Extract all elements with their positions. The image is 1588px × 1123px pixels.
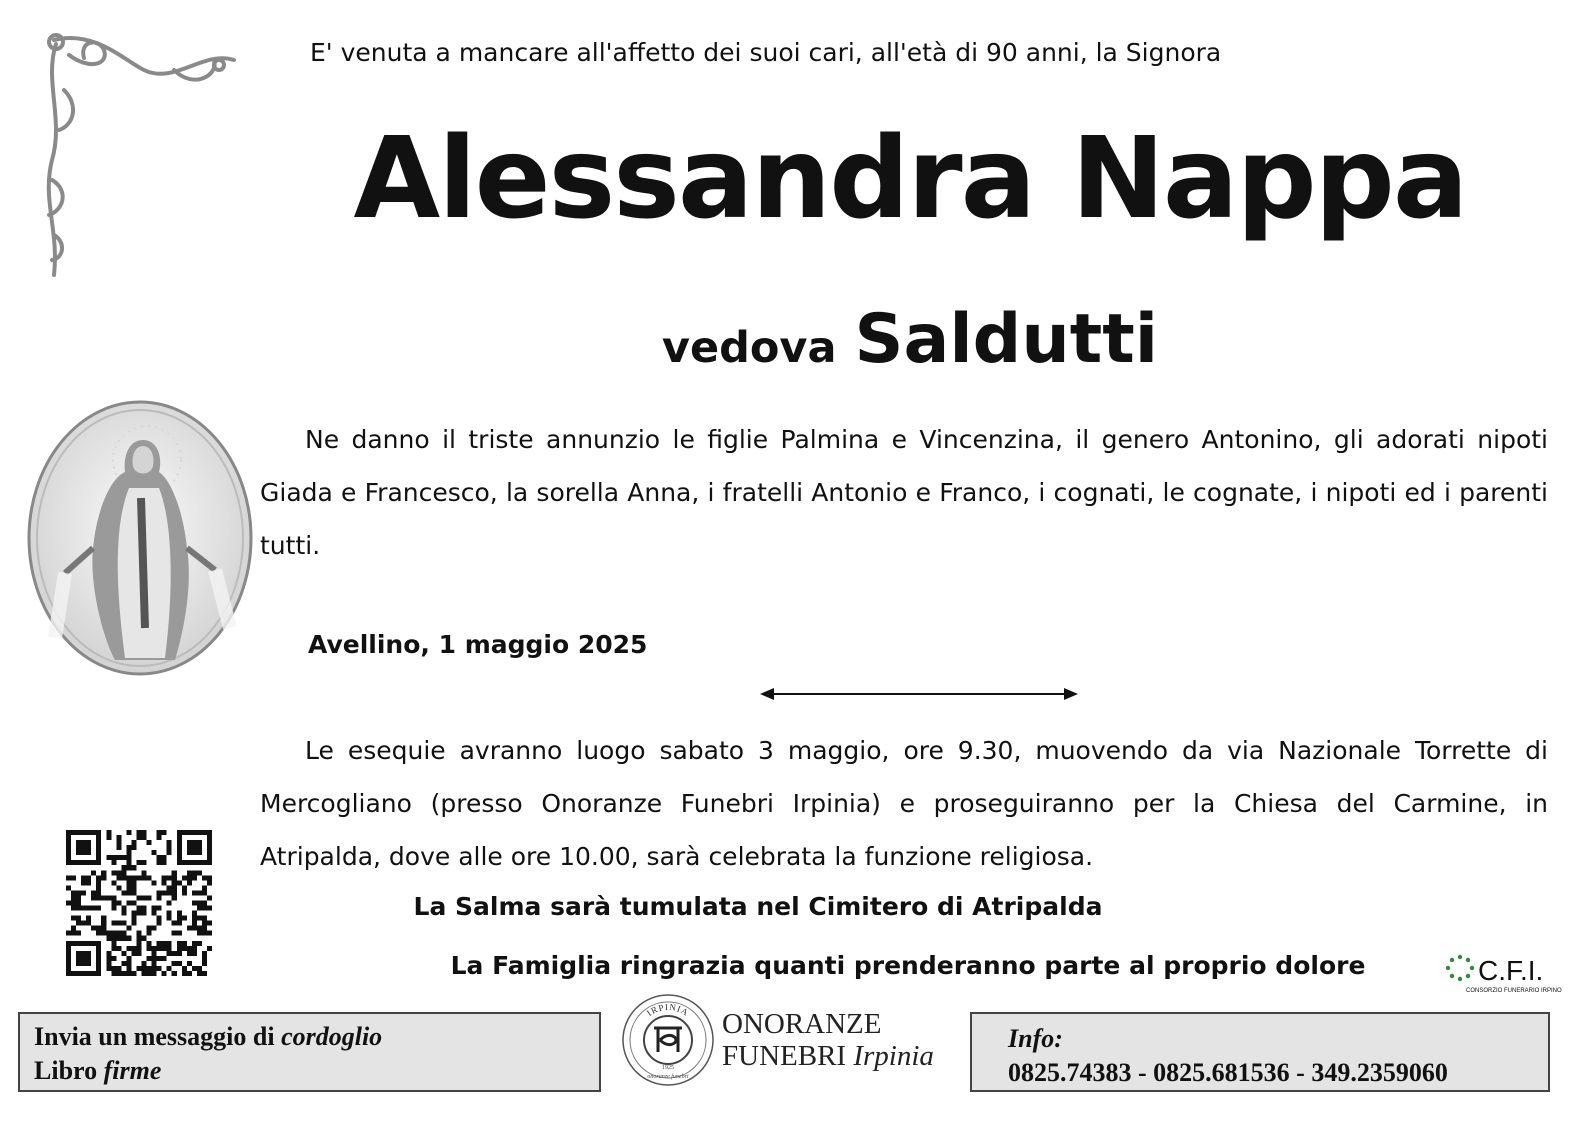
qr-code-icon[interactable] <box>66 830 212 976</box>
funeral-home-line2: FUNEBRI Irpinia <box>722 1040 934 1072</box>
condolence-box[interactable] <box>18 1012 601 1092</box>
funeral-home-seal-icon <box>620 992 716 1088</box>
madonna-icon <box>25 398 255 678</box>
seal-bottom-text: onoranze funebri <box>647 1074 689 1080</box>
seal-year: 1925 <box>662 1065 674 1071</box>
info-label: Info: <box>1008 1024 1063 1053</box>
family-thanks: La Famiglia ringrazia quanti prenderanno parte al proprio dolore <box>450 951 1366 980</box>
info-box <box>970 1012 1550 1092</box>
deceased-name: Alessandra Nappa <box>353 114 1467 244</box>
phone-numbers[interactable]: 0825.74383 - 0825.681536 - 349.2359060 <box>1008 1058 1448 1087</box>
burial-notice: La Salma sarà tumulata nel Cimitero di Atripalda <box>413 892 1103 921</box>
cfi-logo-subtext: CONSORZIO FUNERARIO IRPINO <box>1466 988 1562 994</box>
funeral-home-line1: ONORANZE <box>722 1008 882 1040</box>
cfi-logo-text: C.F.I. <box>1478 955 1544 986</box>
funeral-paragraph: Le esequie avranno luogo sabato 3 maggio, ore 9.30, muovendo da via Nazionale Torrette di Mercogliano (presso Onoranze Funebri Irpinia) e proseguiranno per la Chiesa del Carmine, in Atripalda, dove alle ore 10.00, sarà celebrata la funzione religiosa. <box>260 736 1548 871</box>
married-surname: Saldutti <box>854 300 1159 379</box>
subname-prefix: vedova <box>661 323 837 373</box>
double-arrow-icon <box>760 684 1078 704</box>
cfi-logo <box>1440 950 1570 998</box>
guestbook-link[interactable]: Libro firme <box>34 1056 162 1085</box>
seal-top-text: IRPINIA <box>644 1001 691 1019</box>
condolence-link[interactable]: Invia un messaggio di cordoglio <box>34 1022 383 1051</box>
place-date: Avellino, 1 maggio 2025 <box>308 630 648 659</box>
corner-flourish-icon <box>34 30 244 285</box>
widow-of <box>300 300 1520 379</box>
announcement-paragraph: Ne danno il triste annunzio le figlie Palmina e Vincenzina, il genero Antonino, gli adorati nipoti Giada e Francesco, la sorella Anna, i fratelli Antonio e Franco, i cognati, le cognate, i nipoti ed i parenti tutti. <box>260 425 1548 560</box>
intro-text: E' venuta a mancare all'affetto dei suoi cari, all'età di 90 anni, la Signora <box>310 38 1222 67</box>
